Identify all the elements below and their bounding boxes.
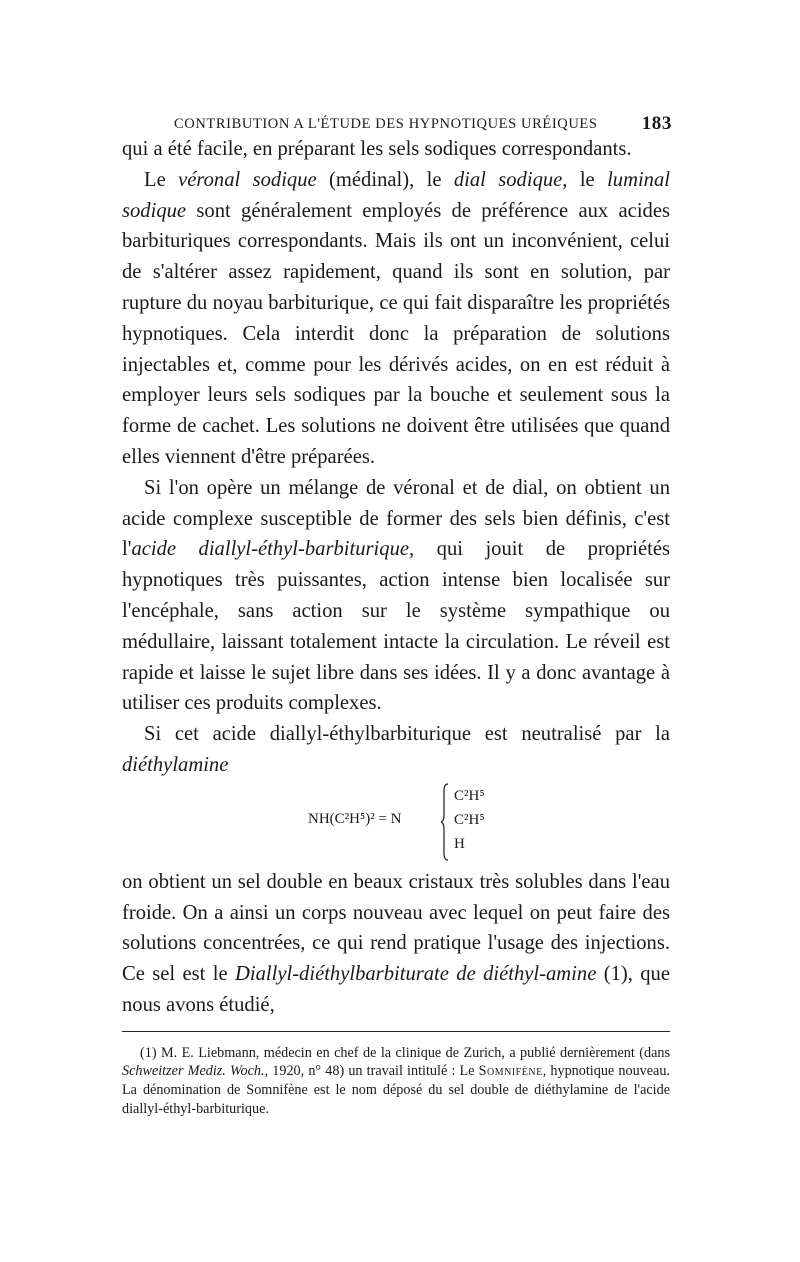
salt-name-term: Diallyl-diéthylbarbiturate de diéthyl-amine [235,963,597,986]
running-head [122,108,670,134]
footnote-text-c: , hypnotique nouveau. La dénomination de Somnifène est le nom déposé du sel double de diéthylamine de l'acide diallyl-éthyl-barbiturique. [122,1063,670,1117]
footnote [122,1044,670,1118]
veronal-term: véronal sodique [178,168,317,191]
paragraph-2-text-b: (médinal), le [316,168,454,191]
paragraph-1 [122,134,670,165]
journal-title: Schweitzer Mediz. Woch. [122,1063,265,1080]
body-text [122,134,670,1021]
chemical-formula [122,783,670,867]
page-number: 183 [641,113,672,134]
amine-term: diéthylamine [122,753,229,776]
paragraph-3-text-b: qui jouit de propriétés hypnotiques très puissantes, action intense bien localisée sur l'encéphale, sans action sur le système sympathique ou médullaire, laissant totalement intacte la circulation. Le réveil est rapide et laisse le sujet libre dans ses idées. Il y a donc avantage à utiliser ces produits complexes. [122,538,670,715]
footnote-text-a: (1) M. E. Liebmann, médecin en chef de la clinique de Zurich, a publié dernièrement (dans [140,1044,670,1061]
paragraph-5 [122,867,670,1021]
paragraph-5-text-b: (1), que nous avons étudié, [122,963,670,1016]
paragraph-3-text-a: Si l'on opère un mélange de véronal et de dial, on obtient un acide complexe susceptible de former des sels bien définis, c'est l' [122,476,670,561]
footnote-text [122,1044,670,1118]
formula-brace [441,783,449,861]
paragraph-2 [122,165,670,473]
paragraph-3 [122,473,670,719]
footnote-divider [122,1031,670,1032]
formula-substituent-2: C²H⁵ [454,811,485,828]
somnifene-name: Somnifène [478,1063,543,1080]
luminal-term: luminal sodique [122,168,670,222]
book-page [122,108,670,1118]
formula-lhs: NH(C²H⁵)² = N [308,810,402,827]
paragraph-2-text-d: sont généralement employés de préférence aux acides barbituriques correspondants. Mais ils ont un inconvénient, celui de s'altérer assez rapidement, quand ils sont en solution, par rupture du noyau barbiturique, ce qui fait disparaître les propriétés hypnotiques. Cela interdit donc la préparation de solutions injectables et, comme pour les dérivés acides, on en est réduit à employer leurs sels sodiques par la bouche et seulement sous la forme de cachet. Les solutions ne doivent être utilisées que quand elles viennent d'être préparées. [122,199,670,468]
paragraph-2-text-a: Le [144,168,179,191]
formula-substituent-3: H [454,835,465,852]
paragraph-4-text: Si cet acide diallyl-éthylbarbiturique est neutralisé par la [144,723,670,746]
dial-term: dial sodique, [453,168,568,191]
paragraph-2-text-c: le [567,168,608,191]
running-title: CONTRIBUTION A L'ÉTUDE DES HYPNOTIQUES URÉIQUES [174,116,598,132]
paragraph-1-text: qui a été facile, en préparant les sels sodiques correspondants. [122,138,632,160]
acid-term: acide diallyl-éthyl-barbiturique, [131,538,415,561]
paragraph-5-text-a: on obtient un sel double en beaux cristaux très solubles dans l'eau froide. On a ainsi un corps nouveau avec lequel on peut faire des solutions concentrées, ce qui rend pratique l'usage des injections. Ce sel est le [122,870,670,986]
formula-substituent-1: C²H⁵ [454,787,485,804]
paragraph-4 [122,719,670,781]
footnote-text-b: , 1920, n° 48) un travail intitulé : Le [264,1063,479,1080]
